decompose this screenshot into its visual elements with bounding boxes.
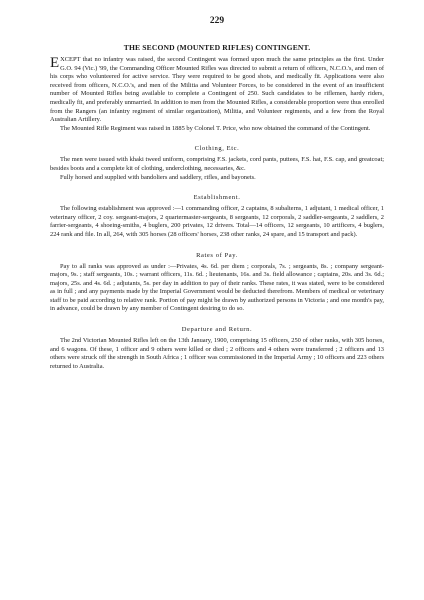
intro-paragraph-1 xyxy=(50,56,384,125)
section-heading-rates-of-pay: Rates of Pay. xyxy=(196,251,238,259)
document-title: THE SECOND (MOUNTED RIFLES) CONTINGENT. xyxy=(123,43,311,52)
intro-paragraph-1-text: XCEPT that no infantry was raised, the second Contingent was formed upon much the same principles as the first. Under G.O. 94 (Vic.) '99, the Commanding Officer Mounted Rifles was directed to submit a return of officers, N.C.O.'s, and men of his corps who volunteered for active service. They were required to be good shots, and medically fit. Applications were also received from officers, N.C.O.'s, and men of the Militia and Volunteer Forces, to be considered in the event of an insufficient number of Mounted Rifles being available to complete a Contingent of 250. Such candidates to be riflemen, hardy riders, medically fit, and preferably unmarried. In addition to men from the Mounted Rifles, a considerable proportion were thus enrolled from the Rangers (an infantry regiment of similar organization), Militia, and Volunteer regiments, and a few from the Royal Australian Artillery. xyxy=(50,56,384,124)
departure-paragraph-1: The 2nd Victorian Mounted Rifles left on the 13th January, 1900, comprising 15 officers, 250 of other ranks, with 305 horses, and 6 wagons. Of these, 1 officer and 9 others were killed or died ; 2 officers and 4 others were transferred ; 2 officers and 13 others were struck off the strength in South Africa ; 1 officer was commissioned in the Imperial Army ; 10 officers and 223 others returned to Australia. xyxy=(50,337,384,370)
section-gap xyxy=(50,314,384,318)
establishment-paragraph-1: The following establishment was approved :—1 commanding officer, 2 captains, 8 subalterns, 1 adjutant, 1 medical officer, 1 veterinary officer, 2 coy. sergeant-majors, 2 quartermaster-sergeants, 8 sergeants, 12 corporals, 2 saddler-sergeants, 2 saddlers, 2 farrier-sergeants, 4 shoeing-smiths, 4 buglers, 200 privates, 12 drivers. Total—14 officers, 12 sergeants, 10 artificers, 4 buglers, 224 rank and file. In all, 264, with 305 horses (28 officers' horses, 238 other ranks, 24 spare, and 15 transport and pack). xyxy=(50,205,384,238)
section-heading-departure-and-return: Departure and Return. xyxy=(181,326,253,334)
page-number: 229 xyxy=(209,16,225,26)
drop-cap: E xyxy=(50,55,60,71)
section-heading-clothing: Clothing, Etc. xyxy=(194,145,240,153)
clothing-paragraph-1: The men were issued with khaki tweed uniform, comprising F.S. jackets, cord pants, puttees, F.S. hat, F.S. cap, and greatcoat; besides boots and a complete kit of clothing, underclothing, necessaries, &c. xyxy=(50,156,384,172)
section-gap xyxy=(50,182,384,186)
section-gap xyxy=(50,133,384,137)
section-heading-establishment: Establishment. xyxy=(193,194,241,202)
clothing-paragraph-2: Fully horsed and supplied with bandoliers and saddlery, rifles, and bayonets. xyxy=(60,173,256,181)
intro-paragraph-2: The Mounted Rifle Regiment was raised in 1885 by Colonel T. Price, who now obtained the command of the Contingent. xyxy=(60,124,371,132)
section-gap xyxy=(50,240,384,244)
rates-of-pay-paragraph-1: Pay to all ranks was approved as under :—Privates, 4s. 6d. per diem ; corporals, 7s. ; sergeants, 8s. ; company sergeant-majors, 9s. ; staff sergeants, 10s. ; warrant officers, 11s. 6d. ; lieutenants, 16s. and 3s. field allowance ; captains, 20s. and 3s. 6d.; majors, 25s. and 4s. 6d. ; adjutants, 5s. per day in addition to pay of their ranks. These rates, it was stated, were to be considered as in full ; and any payments made by the Imperial Government would be deducted therefrom. Members of medical or veterinary staff to be paid according to relative rank. Portion of pay might be drawn by authorized persons in Victoria ; and one month's pay, in advance, could be drawn by any member of Contingent desiring to do so. xyxy=(50,262,384,313)
